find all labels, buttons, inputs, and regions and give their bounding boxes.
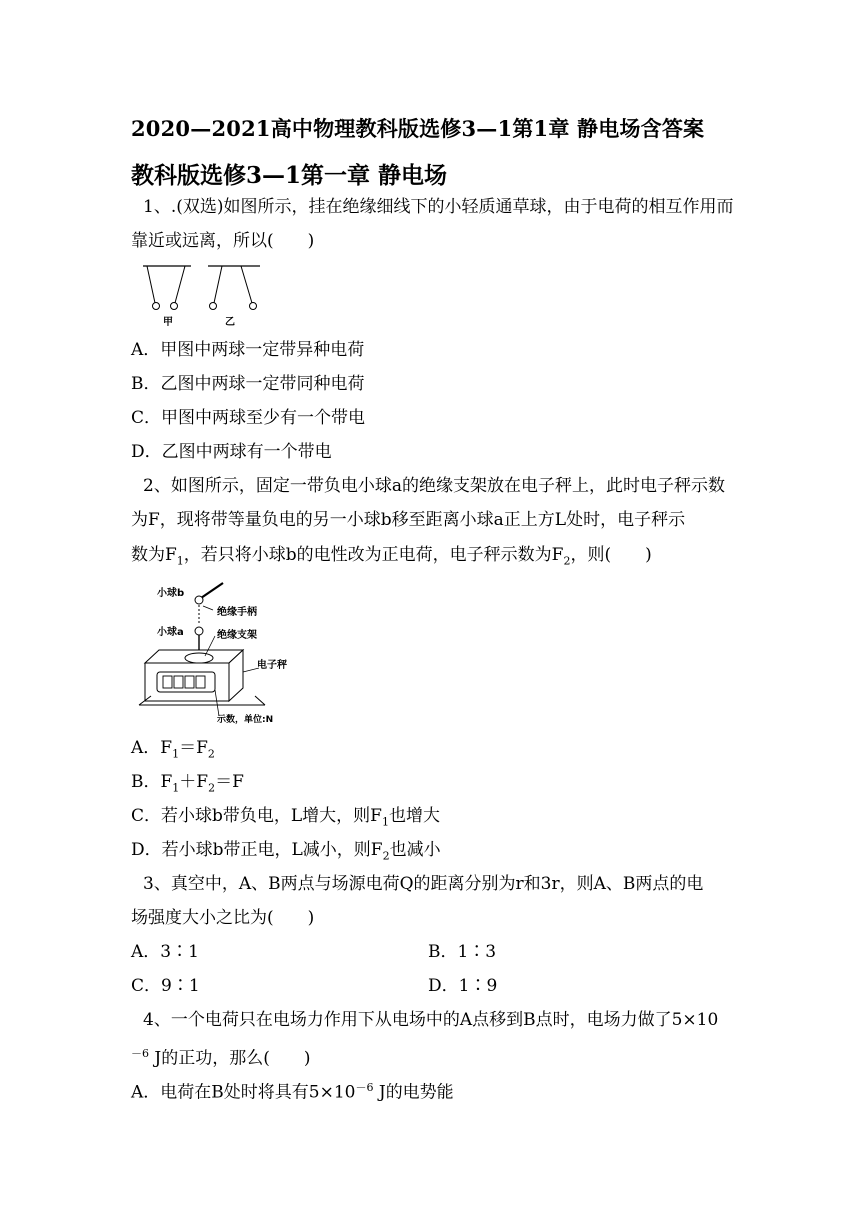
q3-stem-line2: 场强度大小之比为( ) bbox=[131, 908, 315, 928]
q1-figure-label-yi: 乙 bbox=[225, 317, 235, 328]
q1-option-a: A．甲图中两球一定带异种电荷 bbox=[131, 340, 365, 360]
q2-figure-label-handle: 绝缘手柄 bbox=[217, 607, 257, 618]
q2-stem-line3: 数为$F_1$，若只将小球b的电性改为正电荷，电子秤示数为$F_2$，则( ) bbox=[131, 545, 652, 568]
q1-stem-line1: 1、.(双选)如图所示，挂在绝缘细线下的小轻质通草球，由于电荷的相互作用而 bbox=[143, 197, 734, 217]
q1-stem-line2: 靠近或远离，所以( ) bbox=[131, 231, 315, 251]
q1-option-d: D．乙图中两球有一个带电 bbox=[131, 442, 332, 462]
q2-option-d: D．若小球b带正电，L减小，则$F_2$也减小 bbox=[131, 840, 441, 863]
q2-option-c: C．若小球b带负电，L增大，则$F_1$也增大 bbox=[131, 806, 440, 829]
q2-figure-label-reading: 示数，单位:N bbox=[217, 715, 274, 725]
q2-figure bbox=[137, 580, 312, 730]
q2-option-a: A．$F_1=F_2$ bbox=[131, 738, 215, 761]
q2-figure-label-scale: 电子秤 bbox=[257, 660, 287, 671]
q3-stem-line1: 3、真空中，A、B两点与场源电荷Q的距离分别为r和3r，则A、B两点的电 bbox=[143, 874, 704, 894]
q1-option-c: C．甲图中两球至少有一个带电 bbox=[131, 408, 366, 428]
q3-option-a: A．3∶1 bbox=[131, 942, 199, 962]
q2-figure-label-ball-b: 小球b bbox=[157, 588, 185, 599]
q3-option-b: B．1∶3 bbox=[428, 942, 497, 962]
q3-option-c: C．9∶1 bbox=[131, 976, 200, 996]
q2-option-b: B．$F_1+F_2=F$ bbox=[131, 772, 244, 795]
q1-figure-jia bbox=[143, 266, 191, 328]
q4-stem-line1: 4、一个电荷只在电场力作用下从电场中的A点移到B点时，电场力做了5×10 bbox=[143, 1010, 719, 1030]
q1-figure-yi bbox=[208, 266, 260, 328]
q4-option-a: A．电荷在B处时将具有$5\times 10^{-6}$ J的电势能 bbox=[131, 1081, 454, 1103]
chapter-heading: 教科版选修3—1第一章 静电场 bbox=[131, 162, 448, 189]
q3-option-d: D．1∶9 bbox=[428, 976, 498, 996]
document-title: 2020—2021高中物理教科版选修3—1第1章 静电场含答案 bbox=[131, 116, 705, 141]
q1-figure-label-jia: 甲 bbox=[163, 317, 173, 328]
q1-option-b: B．乙图中两球一定带同种电荷 bbox=[131, 374, 365, 394]
q4-stem-line2: $^{-6}$ J的正功，那么( ) bbox=[131, 1047, 311, 1069]
q2-figure-label-ball-a: 小球a bbox=[157, 627, 184, 638]
q1-figure bbox=[135, 259, 270, 329]
q2-stem-line1: 2、如图所示，固定一带负电小球a的绝缘支架放在电子秤上，此时电子秤示数 bbox=[143, 476, 725, 496]
q2-figure-label-stand: 绝缘支架 bbox=[217, 630, 257, 641]
q2-stem-line2: 为F，现将带等量负电的另一小球b移至距离小球a正上方L处时，电子秤示 bbox=[131, 510, 686, 530]
